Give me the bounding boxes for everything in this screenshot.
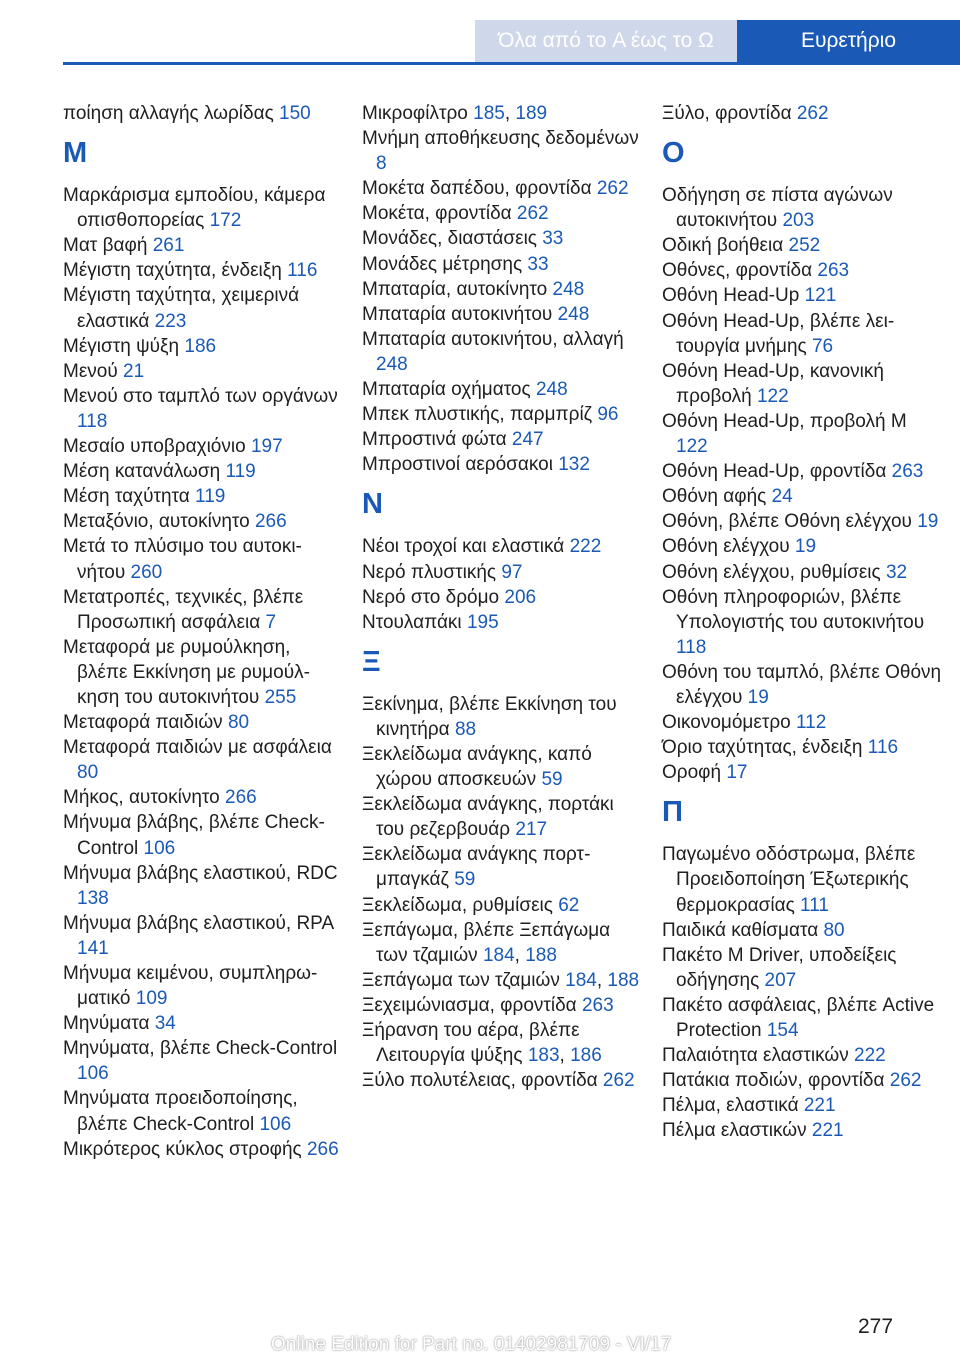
index-entry-text: Νερό στο δρόμο	[362, 586, 500, 608]
index-entry	[662, 283, 942, 308]
page-link[interactable]: 118	[77, 410, 108, 432]
index-entry-text: Ξεπάγωμα των τζαμιών	[362, 969, 560, 991]
index-entry-text: Ξεκλείδωμα ανάγκης, καπό χώρου αποσκευών	[362, 743, 592, 791]
page-header	[0, 0, 960, 62]
page-link[interactable]: 255	[264, 686, 297, 708]
index-entry-text: Ξύλο πολυτέλειας, φροντίδα	[362, 1070, 598, 1092]
page-link[interactable]: 263	[817, 260, 850, 282]
page-link[interactable]: 154	[766, 1020, 799, 1041]
index-entry	[662, 309, 942, 359]
page-link[interactable]: 183	[527, 1045, 560, 1067]
index-entry	[63, 861, 343, 911]
index-column-3	[662, 101, 942, 1143]
index-entry-text: Οθόνη Head-Up, βλέπε λειτουργία μνήμης	[662, 310, 895, 357]
index-entry-text: Μπαταρία αυτοκινήτου	[362, 303, 553, 325]
page-link[interactable]: 24	[771, 486, 793, 508]
index-entry	[662, 710, 942, 735]
index-entry-text: Ξήρανση του αέρα, βλέπε Λειτουργία ψύξης	[362, 1020, 580, 1067]
page-link[interactable]: 62	[558, 894, 580, 916]
index-entry-text: Πατάκια ποδιών, φροντίδα	[662, 1070, 885, 1092]
index-entry	[63, 459, 343, 484]
page-link[interactable]: 222	[854, 1045, 886, 1067]
index-entry	[662, 760, 942, 785]
index-entry	[362, 610, 642, 635]
page-link[interactable]: 19	[794, 536, 817, 558]
page-link[interactable]: 260	[130, 561, 163, 583]
index-entry: Μικροφίλτρο 185, 189	[362, 103, 548, 124]
page-link[interactable]: 184	[482, 944, 515, 966]
index-entry-text: Μήκος, αυτοκίνητο	[63, 787, 220, 809]
tab-all-a-to-z[interactable]: Όλα από το A έως το Ω	[475, 20, 737, 62]
index-entry	[662, 1043, 942, 1068]
index-entry	[662, 534, 942, 559]
index-column-2	[362, 101, 642, 1093]
index-entry	[63, 961, 343, 1011]
page-link[interactable]: 33	[527, 253, 549, 275]
index-entry-text: Μεσαίο υποβραχιόνιο	[63, 436, 246, 458]
index-entry	[662, 943, 942, 993]
index-entry-text: Μονάδες, διαστάσεις	[362, 228, 537, 250]
index-entry	[362, 176, 642, 201]
footer-edition: Online Edition for Part no. 01402981709 - VI/17	[271, 1334, 672, 1355]
index-entry	[662, 233, 942, 258]
page-link[interactable]: 21	[123, 360, 145, 382]
index-entry-text: Οθόνη Head-Up	[662, 285, 800, 307]
index-entry-text: Οροφή	[662, 762, 722, 784]
index-entry-text: Μέγιστη ταχύτητα, ένδειξη	[63, 260, 282, 282]
index-entry-text: Μπεκ πλυστικής, παρμπρίζ	[362, 404, 593, 426]
index-entry-text: Μνήμη αποθήκευσης δεδομένων	[362, 128, 639, 150]
page-link[interactable]: 172	[209, 210, 242, 232]
index-entry	[362, 742, 642, 792]
index-entry: Ξεπάγωμα, βλέπε Ξεπάγωμα των τζαμιών 184, 188	[362, 919, 611, 966]
page-link[interactable]: 109	[135, 988, 168, 1010]
page-link[interactable]: 141	[77, 937, 109, 959]
index-entry	[362, 585, 642, 610]
page-link[interactable]: 132	[558, 454, 590, 476]
page-link[interactable]: 263	[891, 461, 924, 483]
index-entry	[63, 534, 343, 584]
index-entry-text: Οθόνη πληροφοριών, βλέπε Υπολογιστής του αυτοκινήτου	[662, 586, 925, 633]
index-entry-text: Μοκέτα δαπέδου, φροντίδα	[362, 178, 592, 200]
page-link[interactable]: 262	[516, 203, 549, 225]
index-entry	[63, 785, 343, 810]
index-entry-text: Μήνυμα βλάβης ελαστικού, RPA	[63, 912, 334, 934]
page-link[interactable]: 252	[788, 235, 821, 257]
page-link[interactable]: 195	[466, 611, 499, 633]
index-entry: Ξήρανση του αέρα, βλέπε Λειτουργία ψύξης 183, 186	[362, 1020, 602, 1067]
page-link[interactable]: 207	[764, 969, 797, 991]
page-number: 277	[858, 1315, 894, 1338]
page-link[interactable]: 112	[796, 712, 827, 734]
page-link[interactable]: 217	[515, 819, 548, 841]
index-entry	[63, 101, 343, 126]
page-link[interactable]: 96	[597, 404, 619, 426]
index-entry	[362, 302, 642, 327]
index-entry-text: Πέλμα, ελαστικά	[662, 1095, 799, 1117]
index-entry	[63, 911, 343, 961]
index-entry-text: ποίηση αλλαγής λωρίδας	[63, 103, 274, 124]
index-entry-text: Μαρκάρισμα εμποδίου, κάμερα οπισθοπορείας	[63, 185, 326, 232]
index-entry	[63, 1137, 343, 1162]
page-link[interactable]: 76	[811, 335, 834, 357]
page-link[interactable]: 263	[581, 994, 614, 1016]
index-entry	[63, 183, 343, 233]
section-letter: N	[362, 488, 383, 521]
index-entry-text: Μεταφορά με ρυμούλκηση, βλέπε Εκκίνηση με ρυμούλκηση του αυτοκινήτου	[63, 636, 310, 708]
page-link[interactable]: 262	[796, 103, 829, 124]
index-entry-text: Μονάδες μέτρησης	[362, 253, 523, 275]
index-entry-text: Οθόνη Head-Up, προβολή M	[662, 410, 907, 432]
page-link[interactable]: 206	[504, 586, 537, 608]
page-link[interactable]: 106	[77, 1063, 109, 1085]
section-letter: Ξ	[362, 645, 381, 678]
index-entry-text: Μπαταρία οχήματος	[362, 379, 531, 401]
page-link[interactable]: 266	[254, 511, 287, 533]
page-link[interactable]: 266	[225, 787, 257, 809]
index-entry	[63, 359, 343, 384]
page-link[interactable]: 97	[501, 561, 523, 583]
index-entry-text: Μήνυμα βλάβης, βλέπε Check-Control	[63, 812, 325, 859]
page-link[interactable]: 122	[676, 436, 708, 458]
index-entry	[662, 993, 942, 1043]
page-link[interactable]: 262	[889, 1070, 922, 1092]
tab-index[interactable]: Ευρετήριο	[737, 20, 960, 62]
page-link[interactable]: 59	[454, 869, 476, 891]
index-entry-text: Μενού στο ταμπλό των οργάνων	[63, 385, 338, 407]
index-entry-text: Μηνύματα προειδοποίησης, βλέπε Check-Control	[63, 1088, 298, 1135]
page-link[interactable]: 222	[569, 536, 602, 558]
page-link[interactable]: 80	[227, 712, 250, 734]
index-entry	[662, 484, 942, 509]
index-entry	[362, 277, 642, 302]
index-entry	[63, 384, 343, 434]
page-link[interactable]: 184	[565, 969, 597, 991]
section-letter: O	[662, 137, 685, 170]
index-entry	[63, 585, 343, 635]
index-entry-text: Ξύλο, φροντίδα	[662, 103, 792, 124]
index-entry	[662, 509, 942, 534]
index-entry	[362, 126, 642, 176]
page-link[interactable]: 122	[756, 385, 789, 407]
index-entry-text: Μήνυμα κειμένου, συμπληρωματικό	[63, 963, 318, 1010]
page-link[interactable]: 80	[77, 762, 99, 784]
index-entry	[662, 660, 942, 710]
page-link[interactable]: 33	[542, 228, 564, 250]
index-entry-text: Μπροστινοί αερόσακοι	[362, 454, 553, 476]
index-entry	[362, 692, 642, 742]
index-entry	[662, 842, 942, 917]
index-entry-text: Μέση ταχύτητα	[63, 486, 190, 508]
index-entry	[662, 1068, 942, 1093]
page-link[interactable]: 34	[154, 1013, 176, 1035]
index-entry-text: Παγωμένο οδόστρωμα, βλέπε Προειδοποίηση Έξωτερικής θερμοκρασίας	[662, 844, 916, 916]
section-letter: Π	[662, 796, 683, 829]
index-entry	[362, 792, 642, 842]
index-entry-text: Μετατροπές, τεχνικές, βλέπε Προσωπική ασφάλεια	[63, 586, 304, 633]
page-link[interactable]: 248	[552, 278, 585, 300]
page-link[interactable]: 17	[726, 762, 748, 784]
index-entry-text: Μεταξόνιο, αυτοκίνητο	[63, 511, 250, 533]
index-entry	[63, 635, 343, 710]
index-entry-text: Μπαταρία, αυτοκίνητο	[362, 278, 548, 300]
page-link[interactable]: 116	[287, 260, 318, 282]
page-link[interactable]: 138	[77, 887, 109, 909]
index-entry	[63, 1036, 343, 1086]
index-entry	[662, 585, 942, 660]
index-entry	[63, 1011, 343, 1036]
index-entry	[362, 534, 642, 559]
index-entry	[63, 233, 343, 258]
page-link[interactable]: 80	[823, 919, 845, 941]
page-link[interactable]: 106	[143, 837, 176, 859]
index-entry	[362, 452, 642, 477]
page-link[interactable]: 121	[804, 285, 837, 307]
index-entry	[362, 377, 642, 402]
index-entry	[662, 101, 942, 126]
page-link[interactable]: 266	[306, 1138, 339, 1160]
index-entry-text: Οικονομόμετρο	[662, 712, 791, 734]
page-link[interactable]: 189	[515, 103, 548, 124]
index-entry-text: Μέγιστη ταχύτητα, χειμερινά ελαστικά	[63, 285, 300, 332]
page-link[interactable]: 185	[473, 103, 505, 124]
index-entry	[362, 993, 642, 1018]
index-entry-text: Πακέτο M Driver, υποδείξεις οδήγησης	[662, 944, 897, 991]
index-entry-text: Ξεκλείδωμα ανάγκης πορτμπαγκάζ	[362, 844, 591, 891]
index-entry	[662, 1118, 942, 1143]
index-entry-text: Ματ βαφή	[63, 235, 148, 257]
index-entry	[63, 258, 343, 283]
page-link[interactable]: 188	[525, 944, 557, 966]
page-link[interactable]: 111	[800, 894, 829, 916]
index-entry	[63, 283, 343, 333]
index-entry-text: Μπροστινά φώτα	[362, 429, 507, 451]
index-entry-text: Μέση κατανάλωση	[63, 461, 221, 483]
index-entry	[362, 842, 642, 892]
index-entry-text: Παλαιότητα ελαστικών	[662, 1045, 849, 1067]
index-entry-text: Οδήγηση σε πίστα αγώνων αυτοκινήτου	[662, 185, 893, 232]
index-entry-text: Όριο ταχύτητας, ένδειξη	[662, 737, 863, 759]
index-entry-text: Μεταφορά παιδιών	[63, 712, 223, 734]
index-entry	[63, 710, 343, 735]
page-link[interactable]: 223	[154, 310, 187, 332]
index-entry-text: Νερό πλυστικής	[362, 561, 497, 583]
page-link[interactable]: 106	[259, 1113, 292, 1135]
index-entry-text: Ξεκλείδωμα ανάγκης, πορτάκι του ρεζερβουάρ	[362, 794, 614, 841]
index-entry-text: Οθόνη, βλέπε Οθόνη ελέγχου	[662, 511, 912, 533]
index-entry-text: Οθόνη του ταμπλό, βλέπε Οθόνη ελέγχου	[662, 661, 942, 708]
index-entry	[362, 893, 642, 918]
index-entry-text: Οδική βοήθεια	[662, 235, 784, 257]
page-link[interactable]: 118	[676, 636, 707, 658]
index-entry	[63, 509, 343, 534]
index-entry-text: Πακέτο ασφάλειας, βλέπε Active Protection	[662, 994, 935, 1041]
index-entry-text: Οθόνη Head-Up, φροντίδα	[662, 461, 887, 483]
index-entry	[662, 258, 942, 283]
page-link[interactable]: 221	[803, 1095, 836, 1117]
index-entry	[362, 427, 642, 452]
index-entry-text: Μηνύματα	[63, 1013, 150, 1035]
page-link[interactable]: 59	[541, 769, 563, 791]
page-link[interactable]: 116	[867, 737, 899, 759]
page-link[interactable]: 19	[917, 511, 939, 533]
index-entry-text: Μηνύματα, βλέπε Check-Control	[63, 1038, 338, 1060]
index-entry-text: Μετά το πλύσιμο του αυτοκινήτου	[63, 536, 302, 583]
index-entry	[662, 735, 942, 760]
page-link[interactable]: 197	[250, 436, 283, 458]
index-entry-text: Ξεχειμώνιασμα, φροντίδα	[362, 994, 577, 1016]
page-link[interactable]: 186	[570, 1045, 602, 1067]
index-entry	[63, 484, 343, 509]
section-letter: M	[63, 137, 88, 170]
index-entry	[662, 183, 942, 233]
index-entry-text: Μικρότερος κύκλος στροφής	[63, 1138, 302, 1160]
index-entry-text: Παιδικά καθίσματα	[662, 919, 819, 941]
index-entry-text: Ξεκλείδωμα, ρυθμίσεις	[362, 894, 553, 916]
page-link[interactable]: 221	[811, 1120, 844, 1142]
index-entry	[63, 810, 343, 860]
page-link[interactable]: 8	[376, 153, 387, 175]
index-entry: Ξεπάγωμα των τζαμιών 184, 188	[362, 969, 640, 991]
index-entry-text: Μέγιστη ψύξη	[63, 335, 180, 357]
index-entry-text: Οθόνη αφής	[662, 486, 767, 508]
page-link[interactable]: 203	[782, 210, 815, 232]
index-entry	[362, 560, 642, 585]
index-entry-text: Οθόνη Head-Up, κανονική προβολή	[662, 360, 884, 407]
page-link[interactable]: 119	[225, 461, 256, 483]
page-link[interactable]: 247	[511, 429, 544, 451]
index-entry	[362, 201, 642, 226]
index-entry	[662, 1093, 942, 1118]
index-entry-text: Οθόνη ελέγχου	[662, 536, 790, 558]
page-link[interactable]: 186	[184, 335, 217, 357]
index-entry	[362, 252, 642, 277]
index-entry	[63, 434, 343, 459]
page-link[interactable]: 32	[885, 561, 908, 583]
header-rule	[63, 62, 960, 65]
page-link[interactable]: 88	[454, 718, 477, 740]
index-entry-text: Οθόνες, φροντίδα	[662, 260, 813, 282]
index-entry	[362, 1068, 642, 1093]
index-entry-text: Ξεπάγωμα, βλέπε Ξεπάγωμα των τζαμιών	[362, 919, 611, 966]
index-column-1	[63, 101, 343, 1162]
page-link[interactable]: 150	[279, 103, 311, 124]
index-entry-text: Πέλμα ελαστικών	[662, 1120, 807, 1142]
page-link[interactable]: 248	[376, 353, 408, 375]
page-link[interactable]: 261	[152, 235, 185, 257]
index-entry	[362, 402, 642, 427]
index-entry	[662, 918, 942, 943]
index-entry-text: Μπαταρία αυτοκινήτου, αλλαγή	[362, 328, 624, 350]
index-entry-text: Μοκέτα, φροντίδα	[362, 203, 512, 225]
index-entry-text: Νέοι τροχοί και ελαστικά	[362, 536, 565, 558]
index-entry	[362, 226, 642, 251]
index-entry-text: Ντουλαπάκι	[362, 611, 462, 633]
page-link[interactable]: 248	[535, 379, 568, 401]
index-entry	[63, 735, 343, 785]
index-entry-text: Μεταφορά παιδιών με ασφάλεια	[63, 737, 332, 759]
page-link[interactable]: 119	[195, 486, 226, 508]
page-link[interactable]: 7	[265, 611, 277, 633]
index-entry	[662, 359, 942, 409]
index-entry	[662, 409, 942, 459]
page-link[interactable]: 262	[602, 1070, 635, 1092]
index-entry-text: Οθόνη ελέγχου, ρυθμίσεις	[662, 561, 881, 583]
index-entry	[662, 560, 942, 585]
index-entry	[63, 1086, 343, 1136]
page-link[interactable]: 188	[607, 969, 640, 991]
page-link[interactable]: 19	[747, 686, 769, 708]
index-entry	[362, 327, 642, 377]
index-entry-text: Μήνυμα βλάβης ελαστικού, RDC	[63, 862, 338, 884]
index-entry	[662, 459, 942, 484]
index-entry-text: Μενού	[63, 360, 118, 382]
index-entry	[63, 334, 343, 359]
index-entry-text: Ξεκίνημα, βλέπε Εκκίνηση του κινητήρα	[362, 693, 617, 740]
page-link[interactable]: 262	[596, 178, 629, 200]
page-link[interactable]: 248	[557, 303, 590, 325]
index-entry-text: Μικροφίλτρο	[362, 103, 468, 124]
